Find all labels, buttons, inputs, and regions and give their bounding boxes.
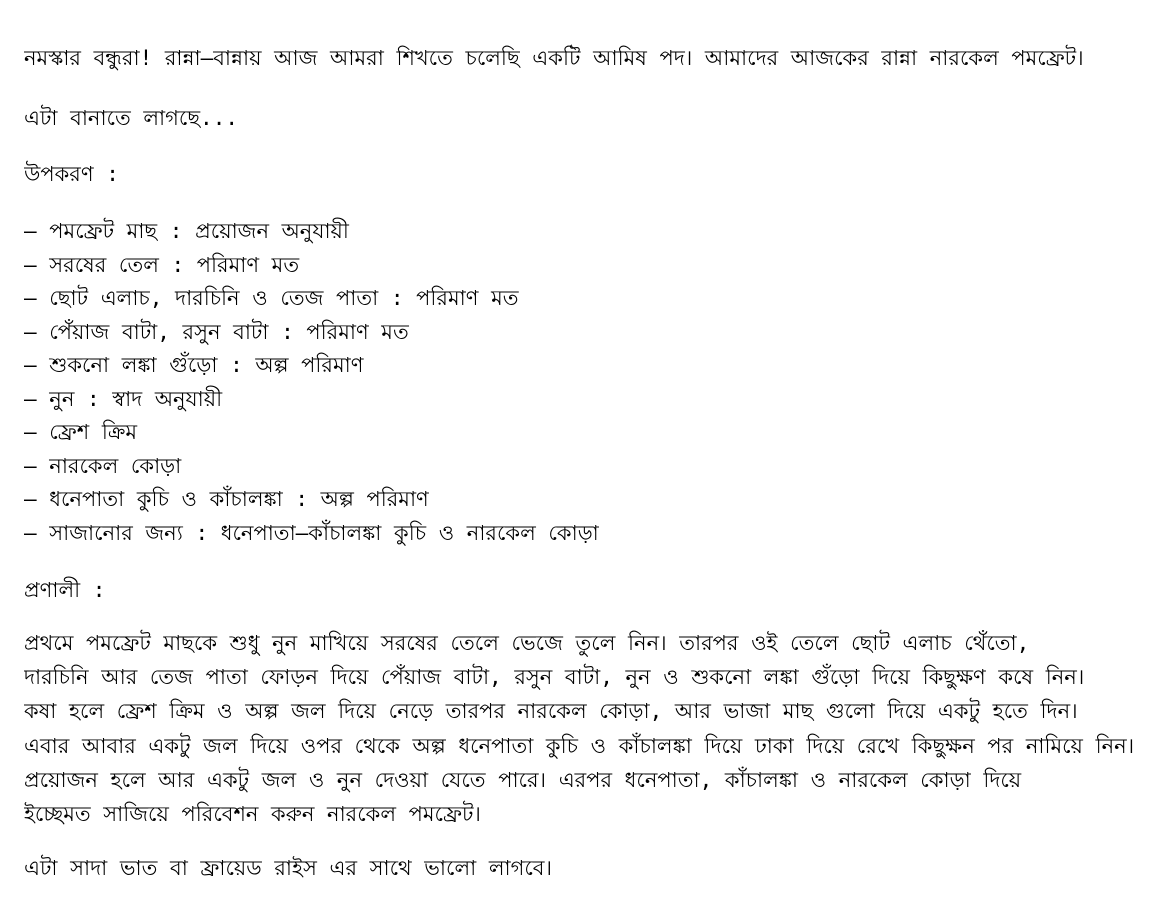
ingredient-item: – নারকেল কোড়া (24, 453, 182, 478)
ingredients-heading: উপকরণ : (24, 162, 119, 186)
closing-line: এটা সাদা ভাত বা ফ্রায়েড রাইস এর সাথে ভালো লাগবে। (24, 856, 552, 880)
method-line: প্রথমে পমফ্রেট মাছকে শুধু নুন মাখিয়ে সরষের তেলে ভেজে তুলে নিন। তারপর ওই তেলে ছোট এলাচ থেঁতো, (24, 631, 1030, 655)
ingredient-item: – ফ্রেশ ক্রিম (24, 420, 138, 444)
ingredient-item: – ধনেপাতা কুচি ও কাঁচালঙ্কা : অল্প পরিমাণ (24, 487, 429, 511)
method-line: দারচিনি আর তেজ পাতা ফোড়ন দিয়ে পেঁয়াজ বাটা, রসুন বাটা, নুন ও শুকনো লঙ্কা গুঁড়ো দিয়ে কিছুক্ষণ কষে নিন। (24, 665, 1085, 690)
method-heading: প্রণালী : (24, 578, 106, 602)
need-line: এটা বানাতে লাগছে... (24, 106, 238, 130)
ingredient-item: – নুন : স্বাদ অনুযায়ী (24, 386, 223, 411)
method-line: ইচ্ছেমত সাজিয়ে পরিবেশন করুন নারকেল পমফ্রেট। (24, 801, 481, 826)
intro-paragraph: নমস্কার বন্ধুরা! রান্না–বান্নায় আজ আমরা শিখতে চলেছি একটি আমিষ পদ। আমাদের আজকের রান্না নারকেল পমফ্রেট। (24, 46, 1084, 70)
ingredients-list (24, 216, 599, 551)
ingredient-item: – সাজানোর জন্য : ধনেপাতা–কাঁচালঙ্কা কুচি ও নারকেল কোড়া (24, 520, 599, 545)
ingredient-item: – পেঁয়াজ বাটা, রসুন বাটা : পরিমাণ মত (24, 319, 409, 344)
method-line: প্রয়োজন হলে আর একটু জল ও নুন দেওয়া যেতে পারে। এরপর ধনেপাতা, কাঁচালঙ্কা ও নারকেল কোড়া দিয়ে (24, 767, 1022, 792)
ingredient-item: – পমফ্রেট মাছ : প্রয়োজন অনুযায়ী (24, 219, 349, 243)
ingredient-item: – ছোট এলাচ, দারচিনি ও তেজ পাতা : পরিমাণ মত (24, 286, 519, 310)
method-line: এবার আবার একটু জল দিয়ে ওপর থেকে অল্প ধনেপাতা কুচি ও কাঁচালঙ্কা দিয়ে ঢাকা দিয়ে রেখে কিছুক্ষন পর নামিয়ে নিন। (24, 733, 1135, 758)
method-paragraph (24, 628, 1134, 833)
ingredient-item: – শুকনো লঙ্কা গুঁড়ো : অল্প পরিমাণ (24, 353, 364, 377)
method-line: কষা হলে ফ্রেশ ক্রিম ও অল্প জল দিয়ে নেড়ে তারপর নারকেল কোড়া, আর ভাজা মাছ গুলো দিয়ে একটু হতে দিন। (24, 699, 1078, 724)
ingredient-item: – সরষের তেল : পরিমাণ মত (24, 252, 300, 277)
